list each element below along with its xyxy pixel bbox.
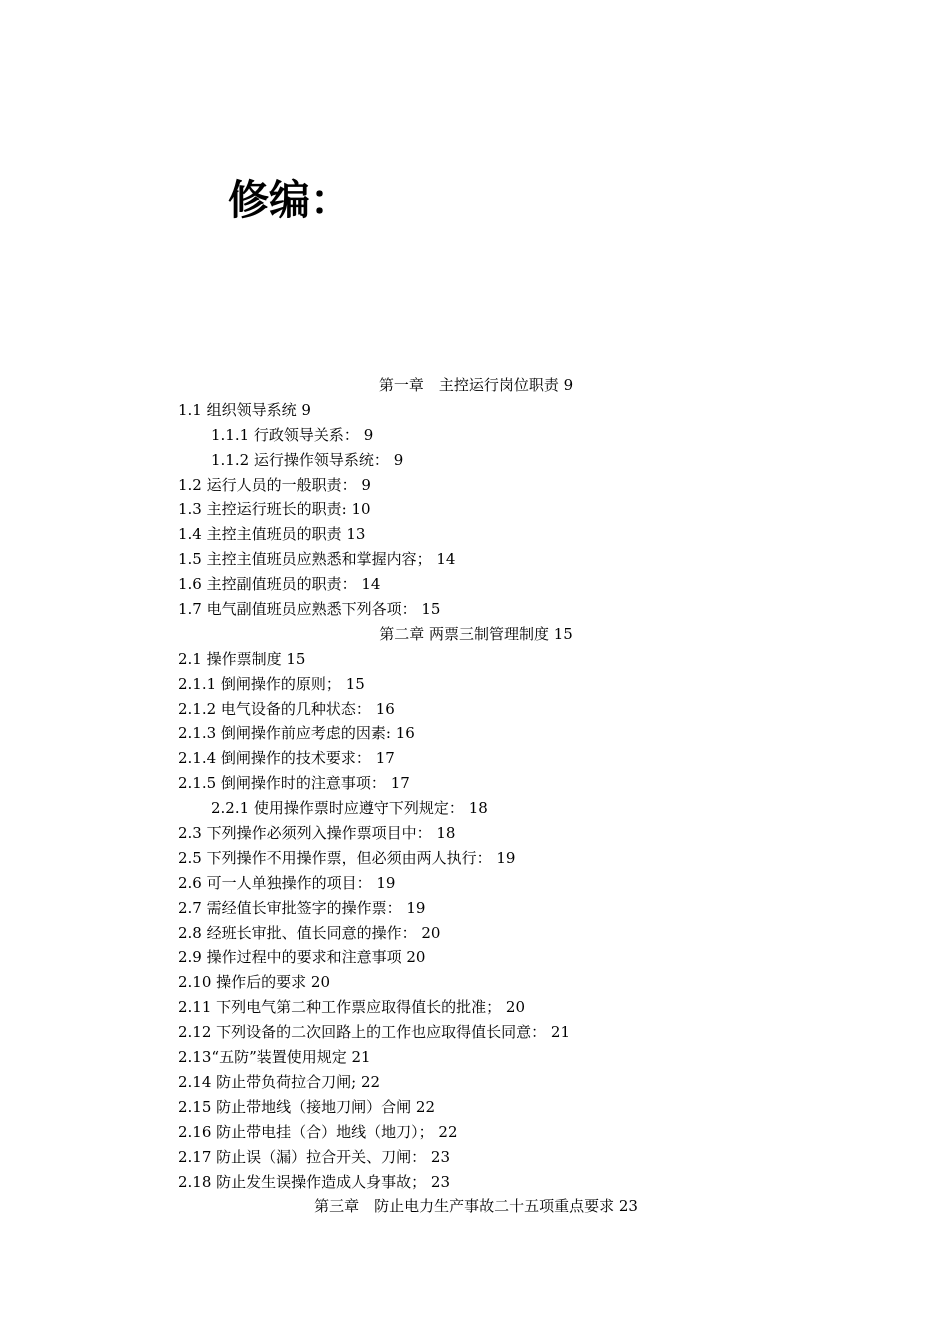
toc-entry[interactable]: 1.6 主控副值班员的职责： 14 bbox=[178, 575, 381, 594]
toc-entry[interactable]: 2.17 防止误（漏）拉合开关、刀闸： 23 bbox=[178, 1147, 451, 1166]
toc-chapter-entry[interactable]: 第三章 防止电力生产事故二十五项重点要求 23 bbox=[314, 1197, 638, 1216]
toc-entry[interactable]: 2.15 防止带地线（接地刀闸）合闸 22 bbox=[178, 1097, 436, 1116]
toc-entry[interactable]: 2.8 经班长审批、值长同意的操作： 20 bbox=[178, 923, 441, 942]
toc-entry[interactable]: 2.9 操作过程中的要求和注意事项 20 bbox=[178, 948, 426, 967]
table-of-contents bbox=[178, 373, 774, 1219]
toc-entry[interactable]: 2.7 需经值长审批签字的操作票： 19 bbox=[178, 898, 426, 917]
toc-entry[interactable]: 1.4 主控主值班员的职责 13 bbox=[178, 525, 366, 544]
toc-entry[interactable]: 2.1.4 倒闸操作的技术要求： 17 bbox=[178, 749, 395, 768]
toc-entry[interactable]: 2.12 下列设备的二次回路上的工作也应取得值长同意： 21 bbox=[178, 1023, 571, 1042]
toc-entry[interactable]: 2.10 操作后的要求 20 bbox=[178, 973, 331, 992]
toc-entry[interactable]: 1.2 运行人员的一般职责： 9 bbox=[178, 475, 371, 494]
section-heading: 修编： bbox=[228, 176, 351, 224]
toc-entry[interactable]: 2.14 防止带负荷拉合刀闸; 22 bbox=[178, 1072, 381, 1091]
toc-entry[interactable]: 1.1.2 运行操作领导系统： 9 bbox=[211, 450, 404, 469]
toc-entry[interactable]: 2.3 下列操作必须列入操作票项目中： 18 bbox=[178, 824, 456, 843]
toc-entry[interactable]: 2.1 操作票制度 15 bbox=[178, 649, 306, 668]
toc-entry[interactable]: 1.3 主控运行班长的职责: 10 bbox=[178, 500, 371, 519]
toc-entry[interactable]: 2.1.5 倒闸操作时的注意事项： 17 bbox=[178, 774, 410, 793]
toc-chapter-entry[interactable]: 第一章 主控运行岗位职责 9 bbox=[378, 376, 574, 394]
toc-entry[interactable]: 2.16 防止带电挂（合）地线（地刀）； 22 bbox=[178, 1122, 458, 1141]
toc-chapter-entry[interactable]: 第二章 两票三制管理制度 15 bbox=[379, 624, 573, 643]
toc-entry[interactable]: 2.13“五防”装置使用规定 21 bbox=[178, 1048, 371, 1067]
toc-entry[interactable]: 1.1.1 行政领导关系： 9 bbox=[211, 425, 374, 444]
toc-entry[interactable]: 1.5 主控主值班员应熟悉和掌握内容； 14 bbox=[178, 550, 456, 569]
toc-entry[interactable]: 1.7 电气副值班员应熟悉下列各项： 15 bbox=[178, 600, 441, 619]
toc-entry[interactable]: 1.1 组织领导系统 9 bbox=[178, 400, 311, 419]
toc-entry[interactable]: 2.2.1 使用操作票时应遵守下列规定： 18 bbox=[211, 799, 488, 818]
toc-entry[interactable]: 2.1.3 倒闸操作前应考虑的因素: 16 bbox=[178, 724, 415, 743]
toc-entry[interactable]: 2.11 下列电气第二种工作票应取得值长的批准； 20 bbox=[178, 998, 526, 1017]
toc-entry[interactable]: 2.6 可一人单独操作的项目： 19 bbox=[178, 873, 396, 892]
toc-entry[interactable]: 2.1.2 电气设备的几种状态： 16 bbox=[178, 699, 395, 718]
toc-entry[interactable]: 2.5 下列操作不用操作票，但必须由两人执行： 19 bbox=[178, 848, 516, 867]
toc-entry[interactable]: 2.18 防止发生误操作造成人身事故； 23 bbox=[178, 1172, 451, 1191]
toc-entry[interactable]: 2.1.1 倒闸操作的原则； 15 bbox=[178, 674, 365, 693]
